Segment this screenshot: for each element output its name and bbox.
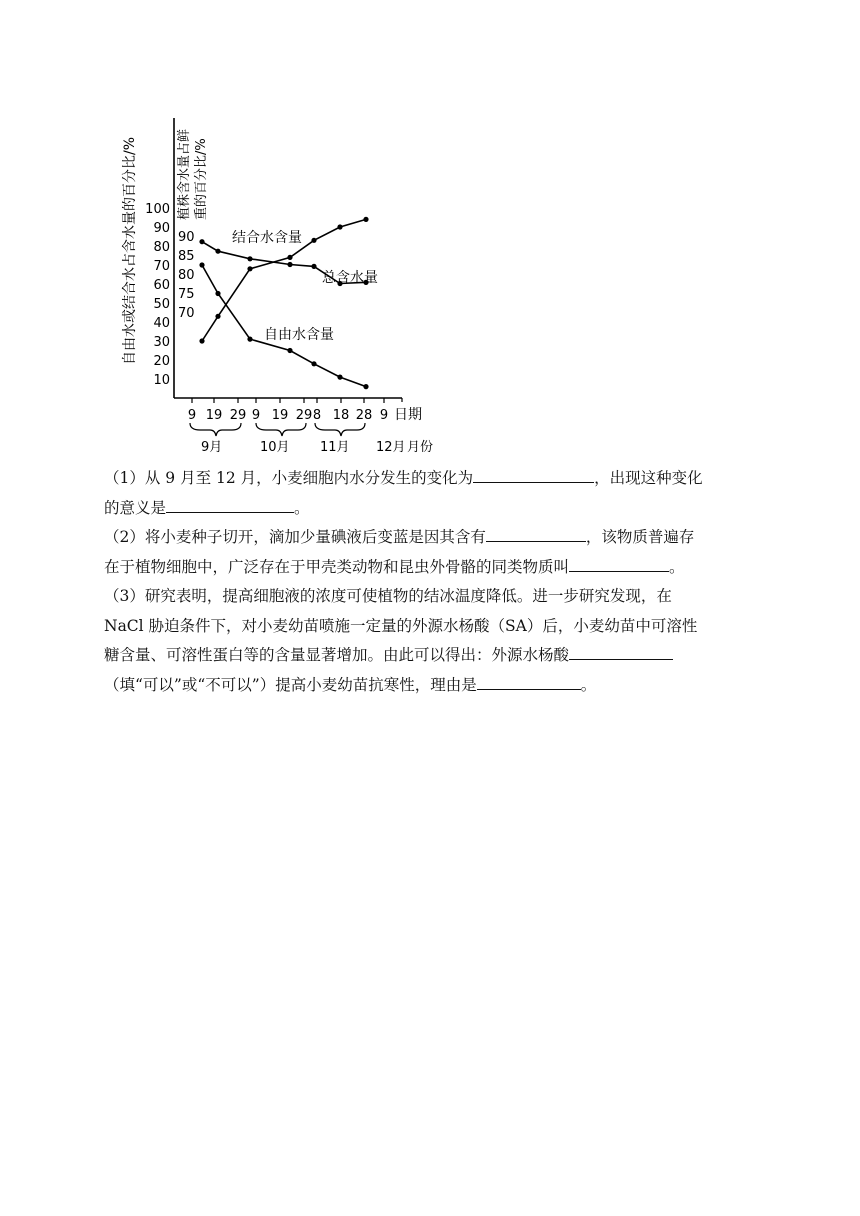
y-left-tick-label: 50 bbox=[153, 297, 170, 312]
y-right-tick-label: 70 bbox=[178, 306, 195, 321]
question-3-line-3 bbox=[104, 641, 764, 671]
y-axis-right-title-line1: 植株含水量占鲜 bbox=[177, 128, 192, 220]
q1-text-a: （1）从 9 月至 12 月，小麦细胞内水分发生的变化为 bbox=[104, 469, 474, 487]
y-left-tick-label: 70 bbox=[153, 259, 170, 274]
brace-sep bbox=[190, 423, 241, 436]
data-point bbox=[363, 217, 368, 222]
data-point bbox=[215, 249, 220, 254]
q3-answer-blank-2[interactable] bbox=[477, 671, 581, 690]
data-point bbox=[287, 262, 292, 267]
q2-text-c: 在于植物细胞中，广泛存在于甲壳类动物和昆虫外骨骼的同类物质叫 bbox=[104, 557, 570, 576]
data-point bbox=[215, 314, 220, 319]
y-left-tick-label: 30 bbox=[153, 335, 170, 350]
data-point bbox=[287, 255, 292, 260]
y-axis-right-title-line2: 重的百分比/% bbox=[194, 138, 209, 220]
y-right-tick-label: 75 bbox=[178, 287, 195, 302]
q2-text-b: ，该物质普遍存 bbox=[585, 528, 695, 546]
q3-text-b: NaCl 胁迫条件下，对小麦幼苗喷施一定量的外源水杨酸（SA）后，小麦幼苗中可溶性 bbox=[104, 616, 698, 635]
q1-text-d: 。 bbox=[294, 498, 310, 517]
brace-oct bbox=[256, 423, 306, 436]
question-text bbox=[104, 464, 764, 700]
x-tick-label: 28 bbox=[355, 408, 373, 423]
question-3-line-1 bbox=[104, 582, 764, 612]
chart-svg bbox=[110, 100, 470, 460]
x-tick-label: 9 bbox=[187, 408, 197, 423]
data-point bbox=[311, 238, 316, 243]
y-left-tick-label: 60 bbox=[153, 278, 170, 293]
data-point bbox=[199, 239, 204, 244]
x-tick-label: 19 bbox=[205, 408, 223, 423]
y-right-tick-label: 80 bbox=[178, 268, 195, 283]
question-3-line-2 bbox=[104, 612, 764, 642]
q1-answer-blank-1[interactable] bbox=[473, 464, 594, 483]
y-left-tick-label: 40 bbox=[153, 316, 170, 331]
q3-text-a: （3）研究表明，提高细胞液的浓度可使植物的结冰温度降低。进一步研究发现，在 bbox=[104, 587, 672, 605]
x-tick-label: 29 bbox=[229, 408, 247, 423]
y-left-tick-label: 100 bbox=[145, 202, 170, 217]
y-left-tick-label: 20 bbox=[153, 354, 170, 369]
q3-text-e: 。 bbox=[580, 675, 597, 694]
x-tick-label: 9 bbox=[251, 408, 261, 423]
data-point bbox=[311, 361, 316, 366]
y-left-tick-label: 10 bbox=[153, 373, 170, 388]
series-label-0: 结合水含量 bbox=[232, 230, 302, 246]
data-point bbox=[199, 262, 204, 267]
y-left-tick-label: 80 bbox=[153, 240, 170, 255]
q3-text-c: 糖含量、可溶性蛋白等的含量显著增加。由此可以得出：外源水杨酸 bbox=[104, 646, 570, 664]
data-point bbox=[337, 224, 342, 229]
q2-text-a: （2）将小麦种子切开，滴加少量碘液后变蓝是因其含有 bbox=[104, 528, 486, 546]
data-point bbox=[199, 338, 204, 343]
x-axis-title: 日期 bbox=[394, 407, 422, 423]
series-label-2: 自由水含量 bbox=[264, 327, 334, 343]
data-point bbox=[247, 337, 252, 342]
series-label-1: 总含水量 bbox=[322, 270, 378, 286]
month-label-oct: 10月 bbox=[260, 440, 290, 455]
x-tick-label: 8 bbox=[312, 408, 322, 423]
month-label-nov: 11月 bbox=[320, 440, 350, 455]
brace-nov bbox=[315, 423, 365, 436]
question-1-line-2 bbox=[104, 494, 764, 524]
x-tick-label: 29 bbox=[295, 408, 313, 423]
q3-text-d: （填“可以”或“不可以”）提高小麦幼苗抗寒性，理由是 bbox=[104, 675, 477, 694]
data-point bbox=[247, 256, 252, 261]
month-label-dec: 12月 bbox=[376, 440, 406, 455]
y-axis-left-title: 自由水或结合水占含水量的百分比/% bbox=[122, 136, 138, 365]
x-tick-label: 18 bbox=[332, 408, 350, 423]
data-point bbox=[247, 266, 252, 271]
month-axis-title: 月份 bbox=[407, 440, 434, 455]
q3-answer-blank-1[interactable] bbox=[569, 641, 673, 660]
data-point bbox=[311, 264, 316, 269]
question-2-line-2 bbox=[104, 553, 764, 583]
y-right-tick-label: 85 bbox=[178, 249, 195, 264]
question-2-line-1 bbox=[104, 523, 764, 553]
x-tick-label: 9 bbox=[379, 408, 389, 423]
q1-text-b: ，出现这种变化 bbox=[594, 469, 703, 487]
q1-text-c: 的意义是 bbox=[104, 498, 167, 517]
data-point bbox=[363, 384, 368, 389]
q2-answer-blank-1[interactable] bbox=[486, 523, 586, 542]
data-point bbox=[337, 375, 342, 380]
water-content-chart bbox=[110, 100, 470, 460]
y-left-tick-label: 90 bbox=[153, 221, 170, 236]
y-right-tick-label: 90 bbox=[178, 230, 195, 245]
x-tick-label: 19 bbox=[271, 408, 289, 423]
question-1-line-1 bbox=[104, 464, 764, 494]
q2-text-d: 。 bbox=[669, 557, 685, 576]
data-point bbox=[215, 291, 220, 296]
question-3-line-4 bbox=[104, 671, 764, 701]
q2-answer-blank-2[interactable] bbox=[569, 553, 669, 572]
month-label-sep: 9月 bbox=[201, 440, 223, 455]
q1-answer-blank-2[interactable] bbox=[166, 494, 294, 513]
data-point bbox=[287, 348, 292, 353]
